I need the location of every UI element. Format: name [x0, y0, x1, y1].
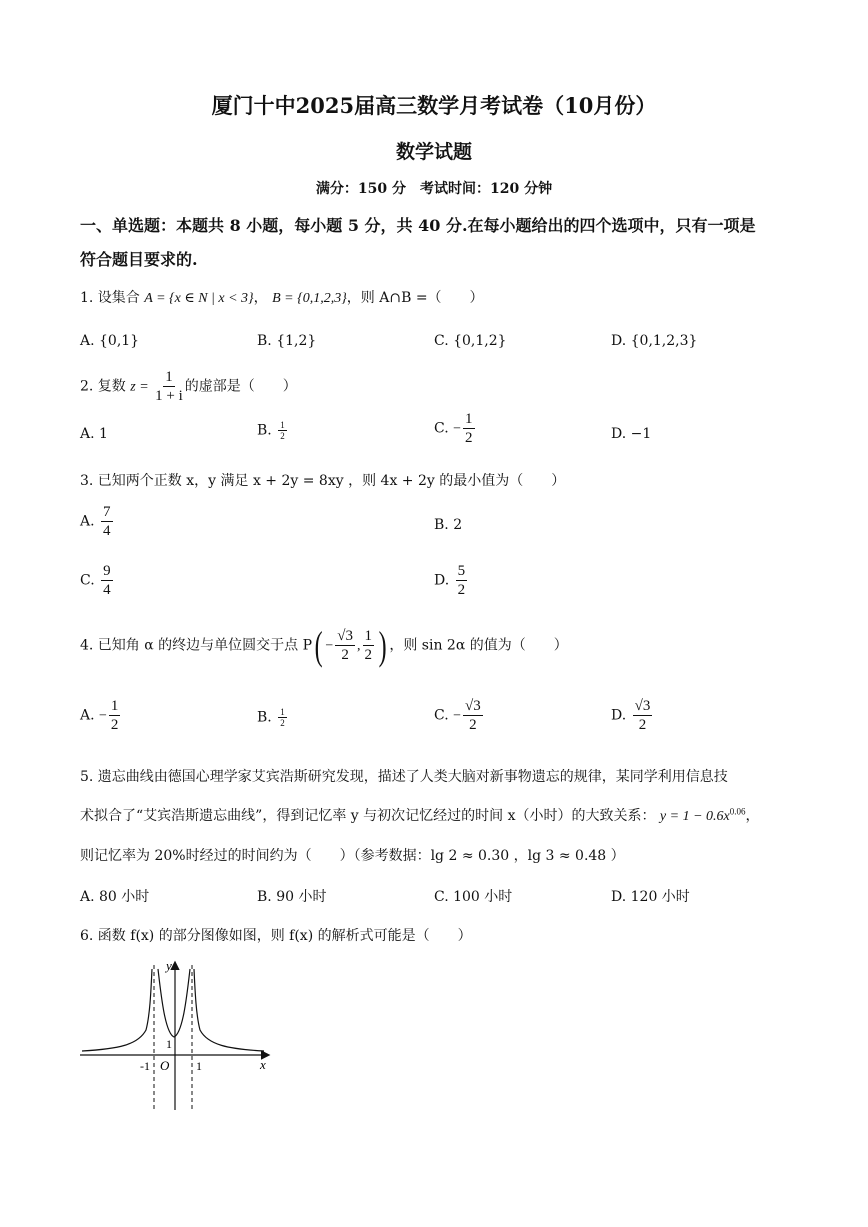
- q4-a-den: 2: [110, 717, 119, 733]
- y-tick-1: 1: [166, 1037, 172, 1051]
- q4-point-y: [363, 627, 375, 664]
- q4-b-num: 1: [280, 707, 285, 717]
- q4-option-d-fraction: [633, 697, 653, 734]
- q5-exponent: 0.06: [729, 806, 746, 817]
- q2-b-num: 1: [280, 420, 285, 430]
- q1-sep: ，: [253, 290, 268, 306]
- exam-subtitle: 数学试题: [395, 141, 472, 163]
- question-5-line1: 5. 遗忘曲线由德国心理学家艾宾浩斯研究发现，描述了人类大脑对新事物遗忘的规律，某同学利用信息技: [80, 769, 728, 785]
- x-axis-label: x: [260, 1057, 266, 1072]
- q4-c-num: √3: [465, 698, 481, 714]
- q4-b-den: 2: [280, 718, 285, 728]
- q2-num: 1: [165, 369, 173, 385]
- q2-den: 1 + i: [155, 388, 183, 404]
- section-heading-line2: 符合题目要求的.: [80, 250, 198, 269]
- q3-d-num: 5: [457, 563, 466, 579]
- x-tick-1: 1: [196, 1059, 202, 1073]
- q3-option-d-fraction: [456, 562, 468, 599]
- q4-option-c-label: C.: [434, 707, 449, 724]
- q1-set-a: A = {x ∈ N | x < 3}: [144, 291, 254, 306]
- question-2-stem: [80, 368, 297, 405]
- x-tick-neg1: -1: [140, 1059, 150, 1073]
- q3-option-a-fraction: [101, 503, 113, 540]
- q4-c-sign: −: [453, 708, 462, 724]
- q5-formula: y = 1 − 0.6x: [659, 809, 730, 824]
- question-5-line2: [80, 805, 760, 825]
- q2-option-b-label: B.: [257, 422, 272, 439]
- q3-option-c-label: C.: [80, 572, 95, 589]
- q4-c-den: 2: [469, 717, 477, 733]
- q4-option-b-fraction: [278, 707, 287, 728]
- q4-left-paren: (: [314, 623, 323, 668]
- q1-option-c[interactable]: C. {0,1,2}: [434, 333, 507, 349]
- q4-px-den: 2: [341, 647, 349, 663]
- question-5-line3: 则记忆率为 20%时经过的时间约为（ ）（参考数据：lg 2 ≈ 0.30 ，lg 3 ≈ 0.48 ）: [80, 848, 625, 864]
- q4-option-d[interactable]: [611, 697, 654, 734]
- function-graph: [78, 955, 278, 1115]
- q4-py-num: 1: [364, 628, 373, 644]
- q4-option-c-fraction: [463, 697, 483, 734]
- q4-d-num: √3: [634, 698, 651, 714]
- q5-option-d[interactable]: D. 120 小时: [611, 889, 690, 905]
- q2-option-b-fraction: [278, 420, 287, 441]
- q2-option-c-fraction: [463, 410, 475, 447]
- q3-d-den: 2: [457, 582, 466, 598]
- q4-option-c[interactable]: [434, 697, 485, 734]
- q2-suffix: 的虚部是（ ）: [184, 378, 297, 395]
- q4-option-b-label: B.: [257, 709, 272, 726]
- q5-line2-text: 术拟合了“艾宾浩斯遗忘曲线”，得到记忆率 y 与初次记忆经过的时间 x（小时）的大致关系：: [80, 808, 656, 824]
- q5-option-b[interactable]: B. 90 小时: [257, 889, 327, 905]
- q4-option-d-label: D.: [611, 707, 627, 724]
- q5-comma: ，: [745, 808, 760, 824]
- q3-option-d-label: D.: [434, 572, 450, 589]
- q4-option-a-label: A.: [80, 707, 95, 724]
- q3-option-c-fraction: [101, 562, 113, 599]
- q3-option-c[interactable]: [80, 562, 115, 599]
- q4-a-sign: −: [99, 708, 107, 724]
- question-1-stem: [80, 287, 484, 307]
- q4-option-a-fraction: [109, 697, 121, 734]
- q2-fraction: [155, 368, 183, 405]
- q4-right-paren: ): [378, 623, 387, 668]
- q2-c-sign: −: [453, 421, 462, 437]
- q2-option-c-label: C.: [434, 420, 449, 437]
- y-axis-label: y: [166, 958, 172, 973]
- q3-a-den: 4: [103, 523, 111, 539]
- q3-option-d[interactable]: [434, 562, 469, 599]
- q2-option-a[interactable]: A. 1: [80, 426, 108, 442]
- q1-prefix: 1. 设集合: [80, 290, 140, 306]
- q5-option-a[interactable]: A. 80 小时: [80, 889, 150, 905]
- q4-d-den: 2: [638, 717, 647, 733]
- q4-suffix: ，则 sin 2α 的值为（ ）: [389, 637, 568, 654]
- q3-option-a[interactable]: [80, 503, 115, 540]
- section-heading-line1: 一、单选题：本题共 8 小题，每小题 5 分，共 40 分.在每小题给出的四个选项中，只有一项是: [80, 216, 756, 235]
- q2-c-num: 1: [465, 411, 473, 427]
- q4-prefix: 4. 已知角 α 的终边与单位圆交于点 P: [80, 637, 313, 654]
- curve-middle-branch: [158, 969, 190, 1037]
- q2-z: z =: [130, 379, 149, 395]
- q1-option-a[interactable]: A. {0,1}: [80, 333, 140, 349]
- q4-option-b[interactable]: [257, 707, 289, 728]
- q1-option-d[interactable]: D. {0,1,2,3}: [611, 333, 698, 349]
- q4-minus: −: [325, 638, 334, 654]
- origin-label: O: [160, 1058, 170, 1073]
- q2-option-d[interactable]: D. −1: [611, 426, 652, 442]
- q4-px-num: √3: [337, 628, 354, 644]
- q3-c-den: 4: [103, 582, 111, 598]
- q5-option-c[interactable]: C. 100 小时: [434, 889, 513, 905]
- q3-option-b[interactable]: B. 2: [434, 517, 463, 533]
- q2-b-den: 2: [280, 431, 285, 441]
- q2-option-c[interactable]: [434, 410, 477, 447]
- q1-set-b: B = {0,1,2,3}: [272, 291, 347, 306]
- q2-prefix: 2. 复数: [80, 378, 126, 395]
- q4-a-num: 1: [110, 698, 119, 714]
- q4-comma: ,: [357, 638, 361, 654]
- q3-a-num: 7: [103, 504, 111, 520]
- q4-py-den: 2: [364, 647, 373, 663]
- curve-left-branch: [82, 969, 152, 1051]
- exam-info: 满分：150 分 考试时间：120 分钟: [315, 181, 553, 197]
- curve-right-branch: [194, 969, 264, 1051]
- question-3-stem: 3. 已知两个正数 x，y 满足 x + 2y = 8xy ，则 4x + 2y 的最小值为（ ）: [80, 473, 566, 489]
- q1-suffix: ，则 A∩B =（ ）: [346, 290, 484, 306]
- q3-c-num: 9: [103, 563, 111, 579]
- question-4-stem: [80, 622, 568, 669]
- q3-option-a-label: A.: [80, 513, 95, 530]
- q2-option-b[interactable]: [257, 420, 289, 441]
- question-6-stem: 6. 函数 f(x) 的部分图像如图，则 f(x) 的解析式可能是（ ）: [80, 928, 472, 944]
- q2-c-den: 2: [465, 430, 473, 446]
- q4-point-x: [335, 627, 355, 664]
- q1-option-b[interactable]: B. {1,2}: [257, 333, 317, 349]
- exam-title: 厦门十中2025届高三数学月考试卷（10月份）: [211, 93, 657, 118]
- q4-option-a[interactable]: [80, 697, 122, 734]
